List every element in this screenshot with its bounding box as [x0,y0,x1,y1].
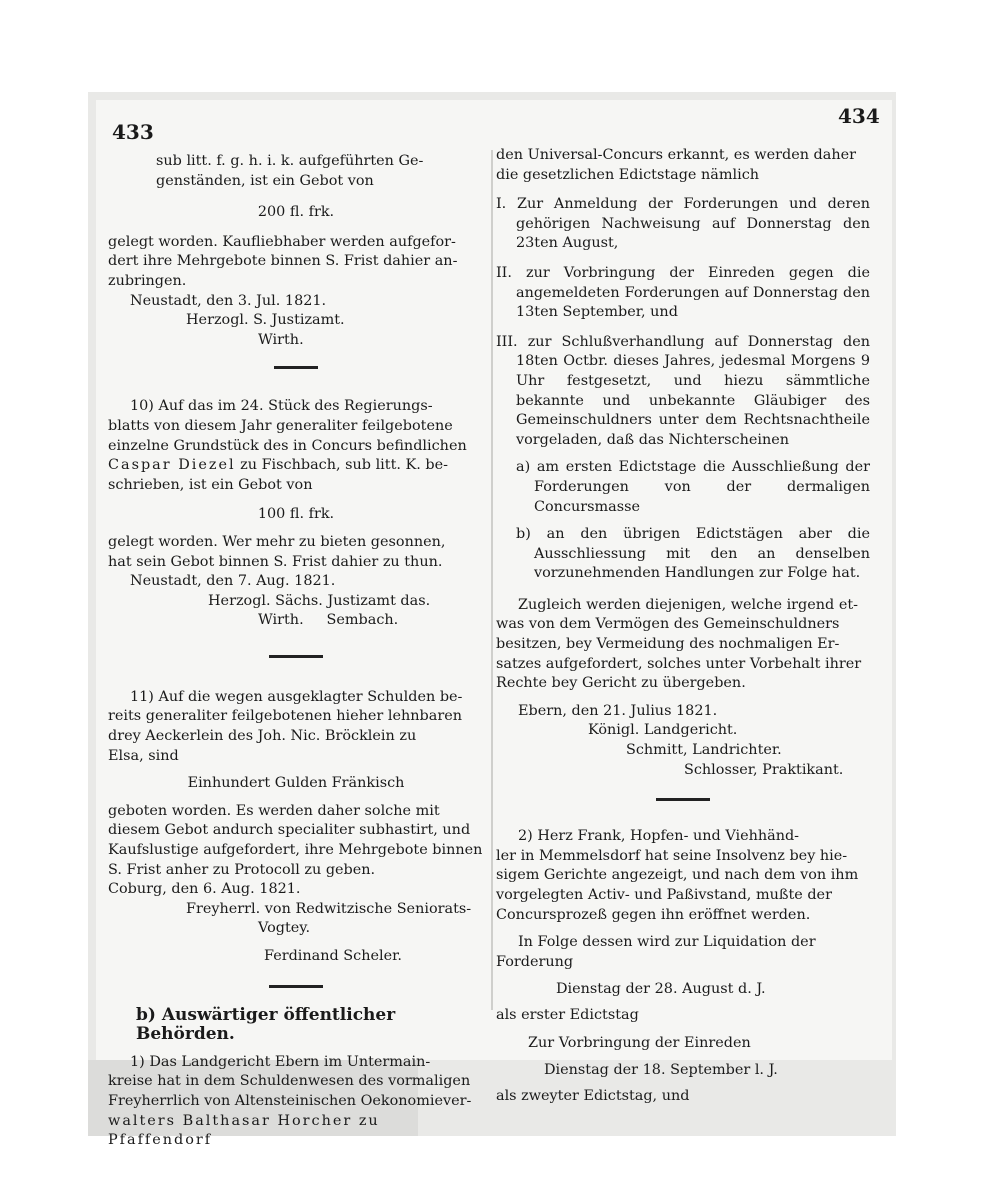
issuing-office: Freyherrl. von Redwitzische Seniorats- [186,900,472,917]
right-column [496,146,870,1106]
text-line: Freyherrlich von Altensteinischen Oekonomiever- [108,1092,472,1109]
separator-rule [269,655,323,658]
list-item: III. zur Schlußverhandlung auf Donnerstag den 18ten Octbr. dieses Jahres, jedesmal Morgens 9 Uhr festgesetzt, und hiezu sämmtliche bekannte und unbekannte Gläubiger des Gemeinschuldners unter dem Rechtsnachtheile vorgeladen, daß das Nichterscheinen [496,333,870,448]
text-line: Zur Vorbringung der Einreden [528,1034,751,1051]
issuing-office: Herzogl. S. Justizamt. [186,312,345,329]
text-line: Rechte bey Gericht zu übergeben. [496,675,746,692]
text-line: Elsa, sind [108,747,179,764]
place-date: Coburg, den 6. Aug. 1821. [108,881,301,898]
spaced-name: Caspar Diezel [108,457,236,474]
text-line: satzes aufgefordert, solches unter Vorbehalt ihrer [496,655,862,672]
bid-amount: 100 fl. frk. [257,506,335,523]
text-line: In Folge dessen wird zur Liquidation der [518,934,816,951]
text-line: diesem Gebot andurch specialiter subhastirt, und [108,822,471,839]
page-number-left: 433 [112,120,154,144]
text-line: 1) Das Landgericht Ebern im Untermain- [130,1053,431,1070]
bid-amount: 200 fl. frk. [257,204,335,221]
text-line [108,456,484,476]
text-line: genständen, ist ein Gebot von [156,172,374,189]
text-line: 2) Herz Frank, Hopfen- und Viehhänd- [518,828,800,845]
issuing-office: Königl. Landgericht. [588,722,738,739]
date-line: Dienstag der 18. September l. J. [544,1062,778,1079]
text-line: reits generaliter feilgebotenen hieher lehnbaren [108,708,462,725]
text-line: besitzen, bey Vermeidung des nochmaligen Er- [496,636,840,653]
text-line: dert ihre Mehrgebote binnen S. Frist dahier an- [108,253,458,270]
text-line: vorgelegten Activ- und Paßivstand, mußte der [496,887,832,903]
text-line: gelegt worden. Wer mehr zu bieten gesonnen, [108,533,446,550]
sub-list-item: a) am ersten Edictstage die Ausschließung der Forderungen von der dermaligen Concursmasse [516,459,870,515]
text-line: Kaufslustige aufgefordert, ihre Mehrgebote binnen [108,842,483,859]
text-line: zubringen. [108,272,187,289]
signature: Schmitt, Landrichter. [626,742,782,759]
text-line: sub litt. f. g. h. i. k. aufgeführten Ge- [156,153,424,169]
date-line: Dienstag der 28. August d. J. [556,981,766,998]
left-column [108,152,484,1151]
text-line: Forderung [496,953,574,970]
place-date: Ebern, den 21. Julius 1821. [518,702,718,719]
page-number-right: 434 [838,104,880,128]
bid-amount: Einhundert Gulden Fränkisch [187,775,405,792]
text-line: ler in Memmelsdorf hat seine Insolvenz bey hie- [496,847,848,864]
signature: Wirth. Sembach. [258,612,399,629]
text-line: drey Aeckerlein des Joh. Nic. Bröcklein zu [108,728,417,745]
text-line: hat sein Gebot binnen S. Frist dahier zu thun. [108,553,443,570]
separator-rule [656,798,710,801]
text-line: sigem Gerichte angezeigt, und nach dem von ihm [496,867,859,884]
text-line: gelegt worden. Kaufliebhaber werden aufgefor- [108,233,456,250]
spaced-text: walters Balthasar Horcher zu Pfaffendorf [108,1112,380,1149]
text-line: einzelne Grundstück des in Concurs befindlichen [108,437,467,454]
place-date: Neustadt, den 3. Jul. 1821. [130,292,327,309]
text-line [108,1112,484,1151]
list-item: I. Zur Anmeldung der Forderungen und deren gehörigen Nachweisung auf Donnerstag den 23ten August, [496,196,870,252]
page-fold [491,150,493,1010]
text-line: 10) Auf das im 24. Stück des Regierungs- [130,398,433,415]
separator-rule [274,366,318,369]
text-fragment: zu Fischbach, sub litt. K. be- [235,457,448,474]
issuing-office: Vogtey. [258,920,311,937]
text-line: als erster Edictstag [496,1006,639,1023]
text-line: schrieben, ist ein Gebot von [108,476,313,493]
list-item: II. zur Vorbringung der Einreden gegen die angemeldeten Forderungen auf Donnerstag den 13ten September, und [496,264,870,321]
place-date: Neustadt, den 7. Aug. 1821. [130,573,336,590]
text-line: geboten worden. Es werden daher solche mit [108,802,440,819]
sub-list-item: b) an den übrigen Edictstägen aber die Ausschliessung mit den an denselben vorzunehmenden Handlungen zur Folge hat. [516,526,870,582]
text-line: was von dem Vermögen des Gemeinschuldners [496,616,840,633]
text-line: kreise hat in dem Schuldenwesen des vormaligen [108,1073,471,1090]
signature: Ferdinand Scheler. [264,948,403,964]
separator-rule [269,985,323,988]
text-line: die gesetzlichen Edictstage nämlich [496,166,760,183]
signature: Wirth. [258,331,304,348]
section-heading: b) Auswärtiger öffentlicher Behörden. [136,1004,396,1045]
text-line: 11) Auf die wegen ausgeklagter Schulden be- [130,688,463,705]
text-line: blatts von diesem Jahr generaliter feilgebotene [108,417,453,434]
text-line: als zweyter Edictstag, und [496,1087,690,1104]
text-line: S. Frist anher zu Protocoll zu geben. [108,861,376,878]
text-line: den Universal-Concurs erkannt, es werden daher [496,147,857,163]
text-line: Zugleich werden diejenigen, welche irgend et- [518,596,858,613]
issuing-office: Herzogl. Sächs. Justizamt das. [208,592,431,609]
text-line: Concursprozeß gegen ihn eröffnet werden. [496,906,811,923]
signature: Schlosser, Praktikant. [684,761,844,778]
